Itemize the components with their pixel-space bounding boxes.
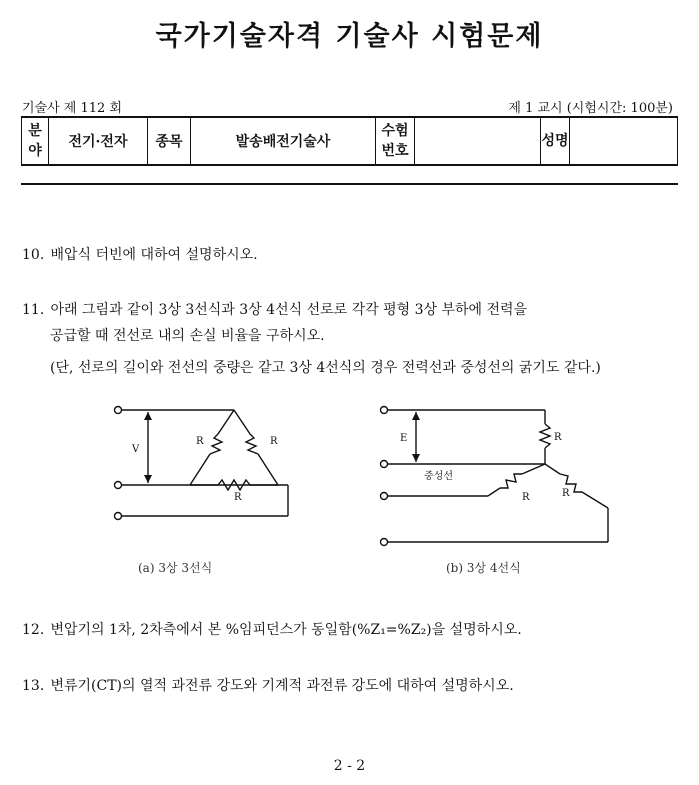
name-label: 성명 bbox=[541, 117, 570, 165]
question-number: 12. bbox=[22, 622, 45, 638]
question-text: 변압기의 1차, 2차측에서 본 %임피던스가 동일함(%Z₁=%Z₂)을 설명하시오. bbox=[50, 622, 522, 638]
info-table bbox=[21, 116, 678, 166]
field-label: 분야 bbox=[22, 117, 49, 165]
caption-a: (a) 3상 3선식 bbox=[138, 561, 213, 575]
resistor-label: R bbox=[196, 436, 204, 447]
neutral-label: 중성선 bbox=[424, 471, 453, 482]
name-value[interactable] bbox=[570, 117, 678, 165]
exam-type: 기술사 제 112 회 bbox=[22, 101, 123, 116]
question-11-note: (단, 선로의 길이와 전선의 중량은 같고 3상 4선식의 경우 전력선과 중성선의 굵기도 같다.) bbox=[50, 360, 601, 376]
page-title: 국가기술자격 기술사 시험문제 bbox=[155, 21, 544, 52]
exam-no-value[interactable] bbox=[415, 117, 541, 165]
question-text: 아래 그림과 같이 3상 3선식과 3상 4선식 선로로 각각 평형 3상 부하에 전력을 bbox=[50, 302, 528, 318]
resistor-label: R bbox=[522, 492, 530, 503]
question-12 bbox=[22, 620, 522, 640]
question-text: 배압식 터빈에 대하여 설명하시오. bbox=[50, 247, 258, 263]
exam-no-label: 수험번호 bbox=[376, 117, 415, 165]
question-13 bbox=[22, 676, 514, 696]
exam-session: 제 1 교시 (시험시간: 100분) bbox=[508, 101, 673, 116]
question-number: 11. bbox=[22, 302, 45, 318]
page-number: 2 - 2 bbox=[333, 758, 366, 774]
question-11 bbox=[22, 300, 527, 320]
resistor-label: R bbox=[562, 488, 570, 499]
resistor-label: R bbox=[270, 436, 278, 447]
header-rule bbox=[21, 183, 678, 185]
item-value: 발송배전기술사 bbox=[191, 117, 376, 165]
voltage-label-e: E bbox=[400, 433, 408, 444]
field-value: 전기·전자 bbox=[49, 117, 148, 165]
question-10 bbox=[22, 245, 258, 265]
question-text: 변류기(CT)의 열적 과전류 강도와 기계적 과전류 강도에 대하여 설명하시오. bbox=[50, 678, 514, 694]
question-number: 10. bbox=[22, 247, 45, 263]
resistor-label: R bbox=[554, 432, 562, 443]
question-number: 13. bbox=[22, 678, 45, 694]
question-11-text2: 공급할 때 전선로 내의 손실 비율을 구하시오. bbox=[50, 328, 325, 344]
voltage-label-v: V bbox=[132, 444, 140, 455]
resistor-label: R bbox=[234, 492, 242, 503]
item-label: 종목 bbox=[148, 117, 191, 165]
caption-b: (b) 3상 4선식 bbox=[446, 561, 521, 575]
figure-3phase-3wire bbox=[110, 396, 310, 582]
figure-3phase-4wire bbox=[376, 396, 616, 582]
